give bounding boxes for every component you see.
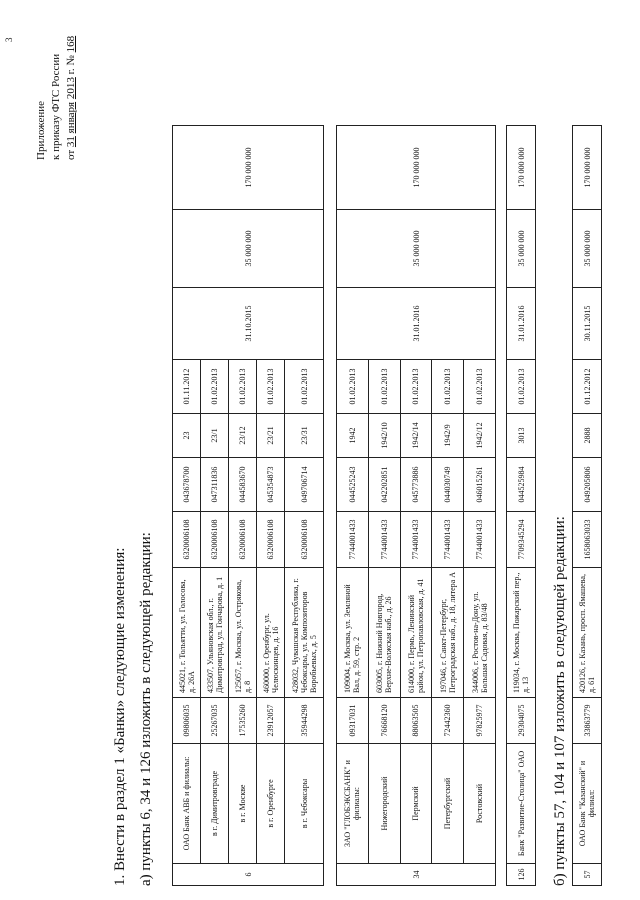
- license-number: 23/31: [285, 414, 324, 458]
- date-from: 01.02.2013: [229, 360, 257, 414]
- reg-code: 23912057: [257, 698, 285, 744]
- inn: 7744001433: [432, 512, 464, 568]
- appendix-header: [34, 36, 79, 160]
- date-from: 01.02.2013: [368, 360, 400, 414]
- date-from: 01.02.2013: [464, 360, 496, 414]
- inn: 7744001433: [337, 512, 369, 568]
- address: 420126, г. Казань, просп. Ямашева, д. 61: [573, 568, 602, 698]
- license-number: 23/21: [257, 414, 285, 458]
- bik: 043678700: [173, 458, 201, 512]
- reg-code: 09317031: [337, 698, 369, 744]
- total-amount: 170 000 000: [337, 126, 496, 210]
- bank-name: ЗАО "ГЛОБЭКСБАНК" и филиалы:: [337, 744, 369, 864]
- date-day: 31: [65, 136, 77, 148]
- date-to: 31.10.2015: [173, 288, 324, 360]
- reg-code: 88063505: [400, 698, 432, 744]
- date-to: 31.01.2016: [337, 288, 496, 360]
- address: 445021, г. Тольятти, ул. Голосова, д. 26А: [173, 568, 201, 698]
- branch-name: Пермский: [400, 744, 432, 864]
- inn: 7709345294: [507, 512, 536, 568]
- address: 614000, г. Пермь, Ленинский район, ул. Петропавловская, д. 41: [400, 568, 432, 698]
- branch-name: в г. Москве: [229, 744, 257, 864]
- date-from: 01.02.2013: [337, 360, 369, 414]
- address: 460000, г. Оренбург, ул. Челюскинцев, д. 16: [257, 568, 285, 698]
- table-row: [507, 126, 536, 886]
- section-a-heading: а) пункты 6, 34 и 126 изложить в следующей редакции:: [138, 532, 154, 886]
- bik: 049205806: [573, 458, 602, 512]
- bank-table-item-34: [336, 125, 496, 886]
- address: 603005, г. Нижний Новгород, Верхне-Волжская наб., д. 26: [368, 568, 400, 698]
- license-number: 3013: [507, 414, 536, 458]
- branch-name: Петербургский: [432, 744, 464, 864]
- item-number: 34: [337, 864, 496, 886]
- total-amount: 170 000 000: [507, 126, 536, 210]
- inn: 6320006108: [173, 512, 201, 568]
- inn: 6320006108: [257, 512, 285, 568]
- bik: 044525984: [507, 458, 536, 512]
- address: 119034, г. Москва, Пожарский пер., д. 13: [507, 568, 536, 698]
- inn: 7744001433: [400, 512, 432, 568]
- address: 433507, Ульяновская обл., г. Димитровград, ул. Гончарова, д. 1: [201, 568, 229, 698]
- date-year: 2013: [65, 77, 77, 100]
- license-number: 1942: [337, 414, 369, 458]
- table-row: [337, 126, 369, 886]
- inn: 6320006108: [229, 512, 257, 568]
- reg-code: 33863779: [573, 698, 602, 744]
- address: 109004, г. Москва, ул. Земляной Вал, д. 59, стр. 2: [337, 568, 369, 698]
- license-number: 1942/10: [368, 414, 400, 458]
- license-number: 1942/12: [464, 414, 496, 458]
- reg-code: 29304075: [507, 698, 536, 744]
- address: 428032, Чувашская Республика, г. Чебоксары, ул. Композиторов Воробьевых, д. 5: [285, 568, 324, 698]
- reg-code: 09806035: [173, 698, 201, 744]
- reg-code: 97825977: [464, 698, 496, 744]
- date-from: 01.02.2013: [432, 360, 464, 414]
- bank-table-item-126: [506, 125, 536, 886]
- date-to: 30.11.2015: [573, 288, 602, 360]
- date-from: 01.02.2013: [400, 360, 432, 414]
- bank-name: Банк "Развитие-Столица" ОАО: [507, 744, 536, 864]
- license-number: 1942/9: [432, 414, 464, 458]
- bank-table-item-57: [572, 125, 602, 886]
- appendix-date-line: [64, 36, 79, 160]
- branch-name: в г. Чебоксары: [285, 744, 324, 864]
- main-heading: 1. Внести в раздел 1 «Банки» следующие изменения:: [112, 547, 128, 886]
- bik: 042202851: [368, 458, 400, 512]
- branch-name: в г. Оренбурге: [257, 744, 285, 864]
- guarantee-amount: 35 000 000: [337, 210, 496, 288]
- inn: 1658063033: [573, 512, 602, 568]
- table-row: [173, 126, 201, 886]
- date-from: 01.02.2013: [257, 360, 285, 414]
- guarantee-amount: 35 000 000: [507, 210, 536, 288]
- date-from: 01.02.2013: [507, 360, 536, 414]
- appendix-title: Приложение: [35, 100, 47, 160]
- order-number: 168: [65, 35, 77, 53]
- appendix-order-ref: к приказу ФТС России: [50, 53, 62, 160]
- guarantee-amount: 35 000 000: [173, 210, 324, 288]
- license-number: 1942/14: [400, 414, 432, 458]
- date-from: 01.12.2012: [573, 360, 602, 414]
- branch-name: в г. Димитровграде: [201, 744, 229, 864]
- reg-code: 72442360: [432, 698, 464, 744]
- date-to: 31.01.2016: [507, 288, 536, 360]
- item-number: 57: [573, 864, 602, 886]
- guarantee-amount: 35 000 000: [573, 210, 602, 288]
- date-prefix: от: [65, 149, 77, 160]
- page-number: 3: [4, 37, 14, 42]
- reg-code: 76668120: [368, 698, 400, 744]
- bik: 046015261: [464, 458, 496, 512]
- order-number-label: №: [65, 55, 77, 66]
- license-number: 23/1: [201, 414, 229, 458]
- bik: 045773886: [400, 458, 432, 512]
- date-year-suffix: г.: [65, 68, 77, 75]
- bik: 045354873: [257, 458, 285, 512]
- date-month: января: [65, 101, 77, 134]
- reg-code: 17535260: [229, 698, 257, 744]
- license-number: 23/12: [229, 414, 257, 458]
- inn: 6320006108: [201, 512, 229, 568]
- license-number: 2888: [573, 414, 602, 458]
- branch-name: Нижегородский: [368, 744, 400, 864]
- table-row: [573, 126, 602, 886]
- address: 125057, г. Москва, ул. Острякова, д. 8: [229, 568, 257, 698]
- bik: 044583670: [229, 458, 257, 512]
- item-number: 6: [173, 864, 324, 886]
- bank-table-item-6: [172, 125, 324, 886]
- bik: 047311836: [201, 458, 229, 512]
- reg-code: 35944298: [285, 698, 324, 744]
- item-number: 126: [507, 864, 536, 886]
- date-from: 01.02.2013: [285, 360, 324, 414]
- address: 344006, г. Ростов-на-Дону, ул. Большая Садовая, д. 83/48: [464, 568, 496, 698]
- inn: 7744001433: [368, 512, 400, 568]
- section-b-heading: б) пункты 57, 104 и 107 изложить в следующей редакции:: [552, 516, 568, 886]
- branch-name: Ростовский: [464, 744, 496, 864]
- bik: 044030749: [432, 458, 464, 512]
- bank-name: ОАО Банк АВБ и филиалы:: [173, 744, 201, 864]
- bik: 049706714: [285, 458, 324, 512]
- inn: 6320006108: [285, 512, 324, 568]
- bik: 044525243: [337, 458, 369, 512]
- total-amount: 170 000 000: [173, 126, 324, 210]
- reg-code: 25267035: [201, 698, 229, 744]
- license-number: 23: [173, 414, 201, 458]
- date-from: 01.11.2012: [173, 360, 201, 414]
- address: 197046, г. Санкт-Петербург, Петроградская наб., д. 18, литера А: [432, 568, 464, 698]
- total-amount: 170 000 000: [573, 126, 602, 210]
- date-from: 01.02.2013: [201, 360, 229, 414]
- inn: 7744001433: [464, 512, 496, 568]
- bank-name: ОАО Банк "Казанский" и филиал:: [573, 744, 602, 864]
